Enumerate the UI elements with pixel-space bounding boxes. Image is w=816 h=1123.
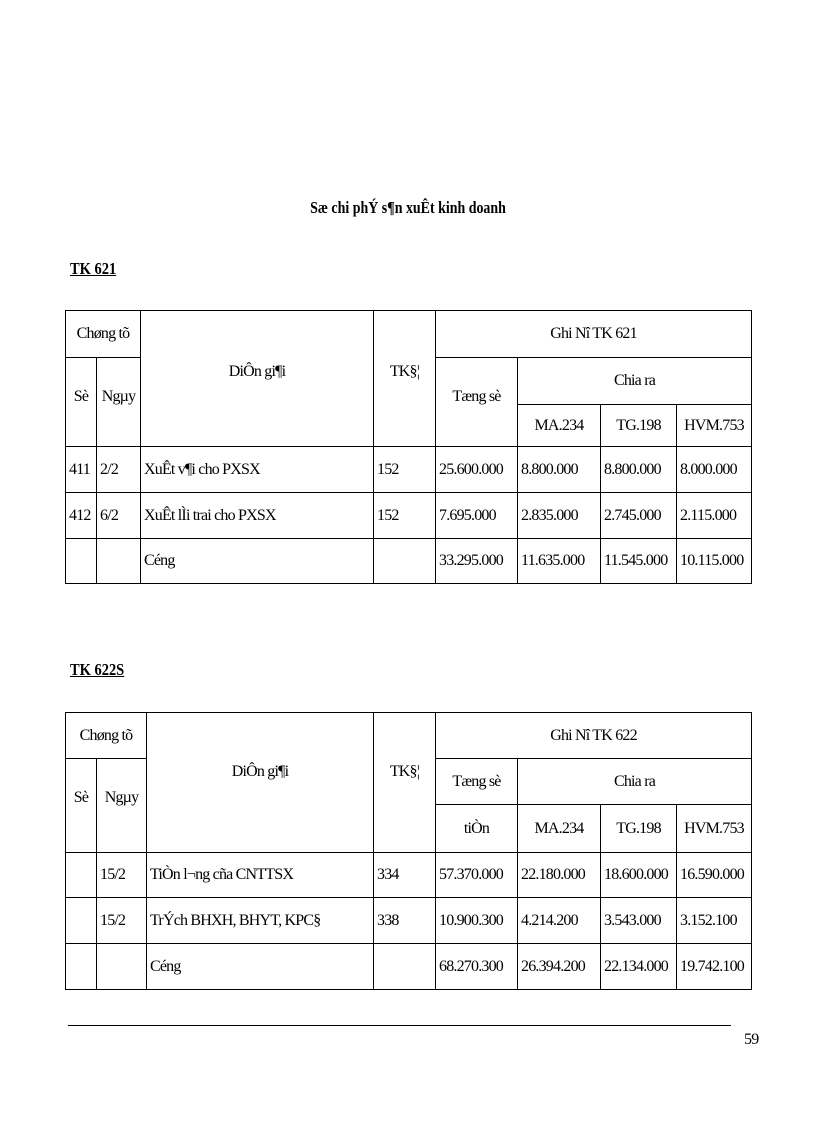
cell-empty [374, 944, 436, 990]
cell-ngay: 15/2 [97, 898, 147, 944]
cell-total-ma: 11.635.000 [518, 539, 601, 584]
cell-dien-giai: XuÊt lÌi trai cho PXSX [141, 493, 374, 539]
page-title: Sæ chi phÝ s¶n xuÊt kinh doanh [310, 198, 506, 217]
cell-ngay: 2/2 [97, 447, 141, 493]
cell-dien-giai: TrÝch BHXH, BHYT, KPC§ [147, 898, 374, 944]
header-chia-ra: Chia ra [518, 759, 752, 805]
table-row [66, 853, 752, 898]
header-dien-giai: DiÔn gi¶i [147, 713, 374, 853]
header-tong-so: Tæng sè [436, 358, 518, 447]
header-ma: MA.234 [518, 405, 601, 447]
cell-total-tg: 22.134.000 [601, 944, 677, 990]
header-ghi-no: Ghi Nî TK 622 [436, 713, 752, 759]
cell-ngay: 15/2 [97, 853, 147, 898]
header-chung-tu: Chøng tõ [66, 311, 141, 358]
cell-dien-giai: TiÒn l¬ng cña CNTTSX [147, 853, 374, 898]
cell-hvm: 2.115.000 [677, 493, 752, 539]
cell-so [66, 853, 97, 898]
header-tg: TG.198 [601, 805, 677, 853]
header-tkdu: TK§¦ [374, 713, 436, 853]
cell-tong: 25.600.000 [436, 447, 518, 493]
header-chia-ra: Chia ra [518, 358, 752, 405]
header-ghi-no: Ghi Nî TK 621 [436, 311, 752, 358]
section-label-tk622: TK 622S [70, 660, 125, 679]
header-tong-so: Tæng sè [436, 759, 518, 805]
cell-tk: 152 [374, 447, 436, 493]
cell-ma: 2.835.000 [518, 493, 601, 539]
header-chung-tu: Chøng tõ [66, 713, 147, 759]
cell-dien-giai: XuÊt v¶i cho PXSX [141, 447, 374, 493]
section-label-tk621: TK 621 [70, 259, 117, 278]
cell-hvm: 3.152.100 [677, 898, 752, 944]
cell-empty [97, 944, 147, 990]
cell-total-tong: 33.295.000 [436, 539, 518, 584]
cell-tk: 338 [374, 898, 436, 944]
header-so: Sè [66, 358, 97, 447]
cell-ngay: 6/2 [97, 493, 141, 539]
cell-so [66, 898, 97, 944]
cell-tong: 7.695.000 [436, 493, 518, 539]
table-row [66, 898, 752, 944]
cell-ma: 22.180.000 [518, 853, 601, 898]
cell-total-hvm: 10.115.000 [677, 539, 752, 584]
footer-divider [68, 1025, 731, 1026]
cell-tk: 152 [374, 493, 436, 539]
cell-total-ma: 26.394.200 [518, 944, 601, 990]
cell-tk: 334 [374, 853, 436, 898]
table-row [66, 447, 752, 493]
cell-tg: 8.800.000 [601, 447, 677, 493]
cell-empty [66, 944, 97, 990]
total-row [66, 944, 752, 990]
header-tkdu: TK§¦ [374, 311, 436, 447]
cell-so: 411 [66, 447, 97, 493]
cell-hvm: 16.590.000 [677, 853, 752, 898]
cell-total-label: Céng [147, 944, 374, 990]
cell-hvm: 8.000.000 [677, 447, 752, 493]
header-so: Sè [66, 759, 97, 853]
header-ngay: Ngµy [97, 759, 147, 853]
cell-tg: 3.543.000 [601, 898, 677, 944]
table-tk621 [65, 310, 752, 584]
page-number: 59 [744, 1031, 759, 1048]
header-ma: MA.234 [518, 805, 601, 853]
cell-tg: 18.600.000 [601, 853, 677, 898]
header-tong-so-tien: tiÒn [436, 805, 518, 853]
table-tk622 [65, 712, 752, 990]
total-row [66, 539, 752, 584]
cell-total-hvm: 19.742.100 [677, 944, 752, 990]
cell-ma: 8.800.000 [518, 447, 601, 493]
cell-total-tg: 11.545.000 [601, 539, 677, 584]
cell-tong: 57.370.000 [436, 853, 518, 898]
header-dien-giai: DiÔn gi¶i [141, 311, 374, 447]
cell-total-tong: 68.270.300 [436, 944, 518, 990]
cell-empty [374, 539, 436, 584]
cell-empty [97, 539, 141, 584]
header-tg: TG.198 [601, 405, 677, 447]
table-row [66, 493, 752, 539]
cell-tong: 10.900.300 [436, 898, 518, 944]
header-hvm: HVM.753 [677, 405, 752, 447]
cell-ma: 4.214.200 [518, 898, 601, 944]
cell-empty [66, 539, 97, 584]
cell-so: 412 [66, 493, 97, 539]
header-hvm: HVM.753 [677, 805, 752, 853]
cell-tg: 2.745.000 [601, 493, 677, 539]
header-ngay: Ngµy [97, 358, 141, 447]
cell-total-label: Céng [141, 539, 374, 584]
